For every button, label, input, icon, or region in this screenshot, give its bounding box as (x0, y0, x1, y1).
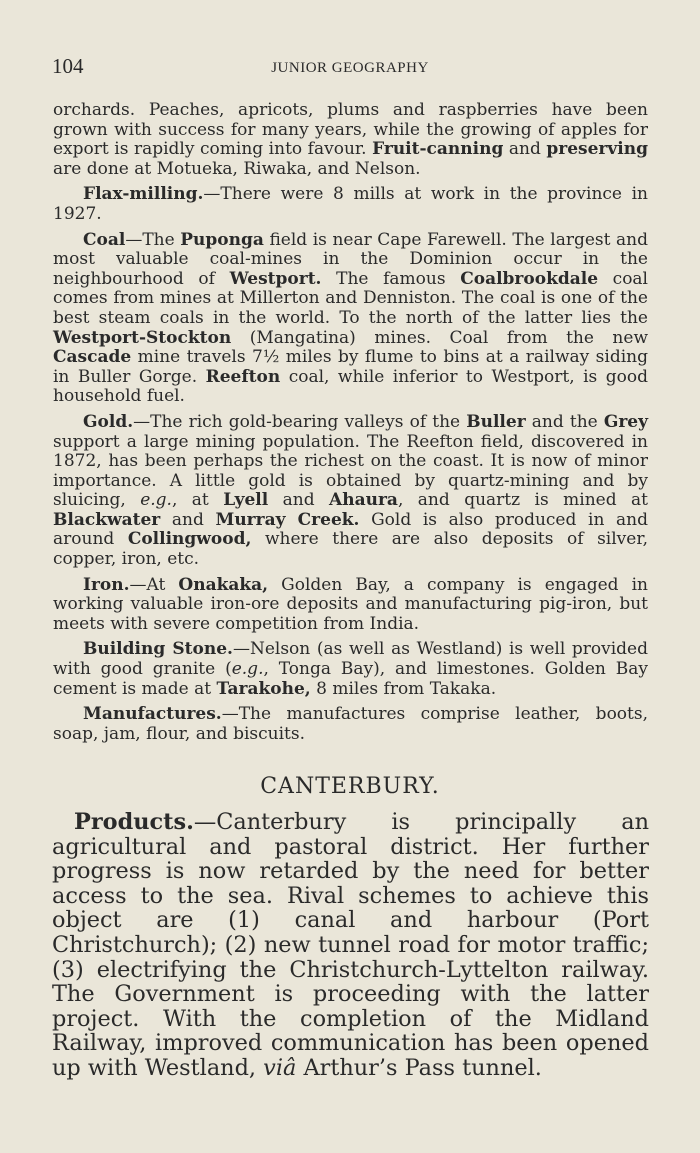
coal-heading: Coal (83, 229, 126, 250)
canterbury-section-text (52, 810, 649, 1081)
canterbury-heading: CANTERBURY. (260, 774, 440, 799)
flax-milling-heading: Flax-milling. (83, 184, 204, 205)
orchards-paragraph: orchards. Peaches, apricots, plums and raspberries have been grown with success for many years, while the growing of apples for export is rapidly coming into favour. Fruit-canning and preserving are done at Motueka, Riwaka, and Nelson. (53, 100, 648, 179)
products-heading: Products. (74, 809, 194, 835)
gold-paragraph: Gold.—The rich gold-bearing valleys of the Buller and the Grey support a large mining population. The Reefton field, discovered in 1872, has been perhaps the richest on the coast. It is now of minor importance. A little gold is obtained by quartz-mining and by sluicing, e.g., at Lyell and Ahaura, and quartz is mined at Blackwater and Murray Creek. Gold is also produced in and around Collingwood, where there are also deposits of silver, copper, iron, etc. (53, 411, 648, 570)
page-number: 104 (52, 54, 84, 78)
running-title: JUNIOR GEOGRAPHY (271, 60, 429, 76)
nelson-section-text (53, 101, 648, 750)
page-header (52, 54, 648, 84)
flax-milling-paragraph: Flax-milling.—There were 8 mills at work in the province in 1927. (53, 184, 648, 224)
products-paragraph: Products.—Canterbury is principally an agricultural and pastoral district. Her further progress is now retarded by the need for better access to the sea. Rival schemes to achieve this object are (1) canal and harbour (Port Christchurch); (2) new tunnel road for motor traffic; (3) electrifying the Christchurch-Lyttelton railway. The Government is proceeding with the latter project. With the completion of the Midland Railway, improved communication has been opened up with Westland, viâ Arthur’s Pass tunnel. (52, 809, 649, 1081)
manufactures-paragraph: Manufactures.—The manufactures comprise leather, boots, soap, jam, flour, and biscuits. (53, 704, 648, 744)
coal-paragraph: Coal—The Puponga field is near Cape Farewell. The largest and most valuable coal-mines in the Dominion occur in the neighbourhood of Westport. The famous Coalbrookdale coal comes from mines at Millerton and Denniston. The coal is one of the best steam coals in the world. To the north of the latter lies the Westport-Stockton (Mangatina) mines. Coal from the new Cascade mine travels 7½ miles by flume to bins at a railway siding in Buller Gorge. Reefton coal, while inferior to Westport, is good household fuel. (53, 229, 648, 407)
iron-paragraph: Iron.—At Onakaka, Golden Bay, a company is engaged in working valuable iron-ore deposits and manufacturing pig-iron, but meets with severe competition from India. (53, 574, 648, 634)
building-stone-paragraph: Building Stone.—Nelson (as well as Westland) is well provided with good granite (e.g., Tonga Bay), and limestones. Golden Bay cement is made at Tarakohe, 8 miles from Takaka. (53, 639, 648, 699)
gold-heading: Gold. (83, 411, 134, 432)
iron-heading: Iron. (83, 574, 130, 595)
building-stone-heading: Building Stone. (83, 639, 233, 660)
manufactures-heading: Manufactures. (83, 704, 222, 725)
